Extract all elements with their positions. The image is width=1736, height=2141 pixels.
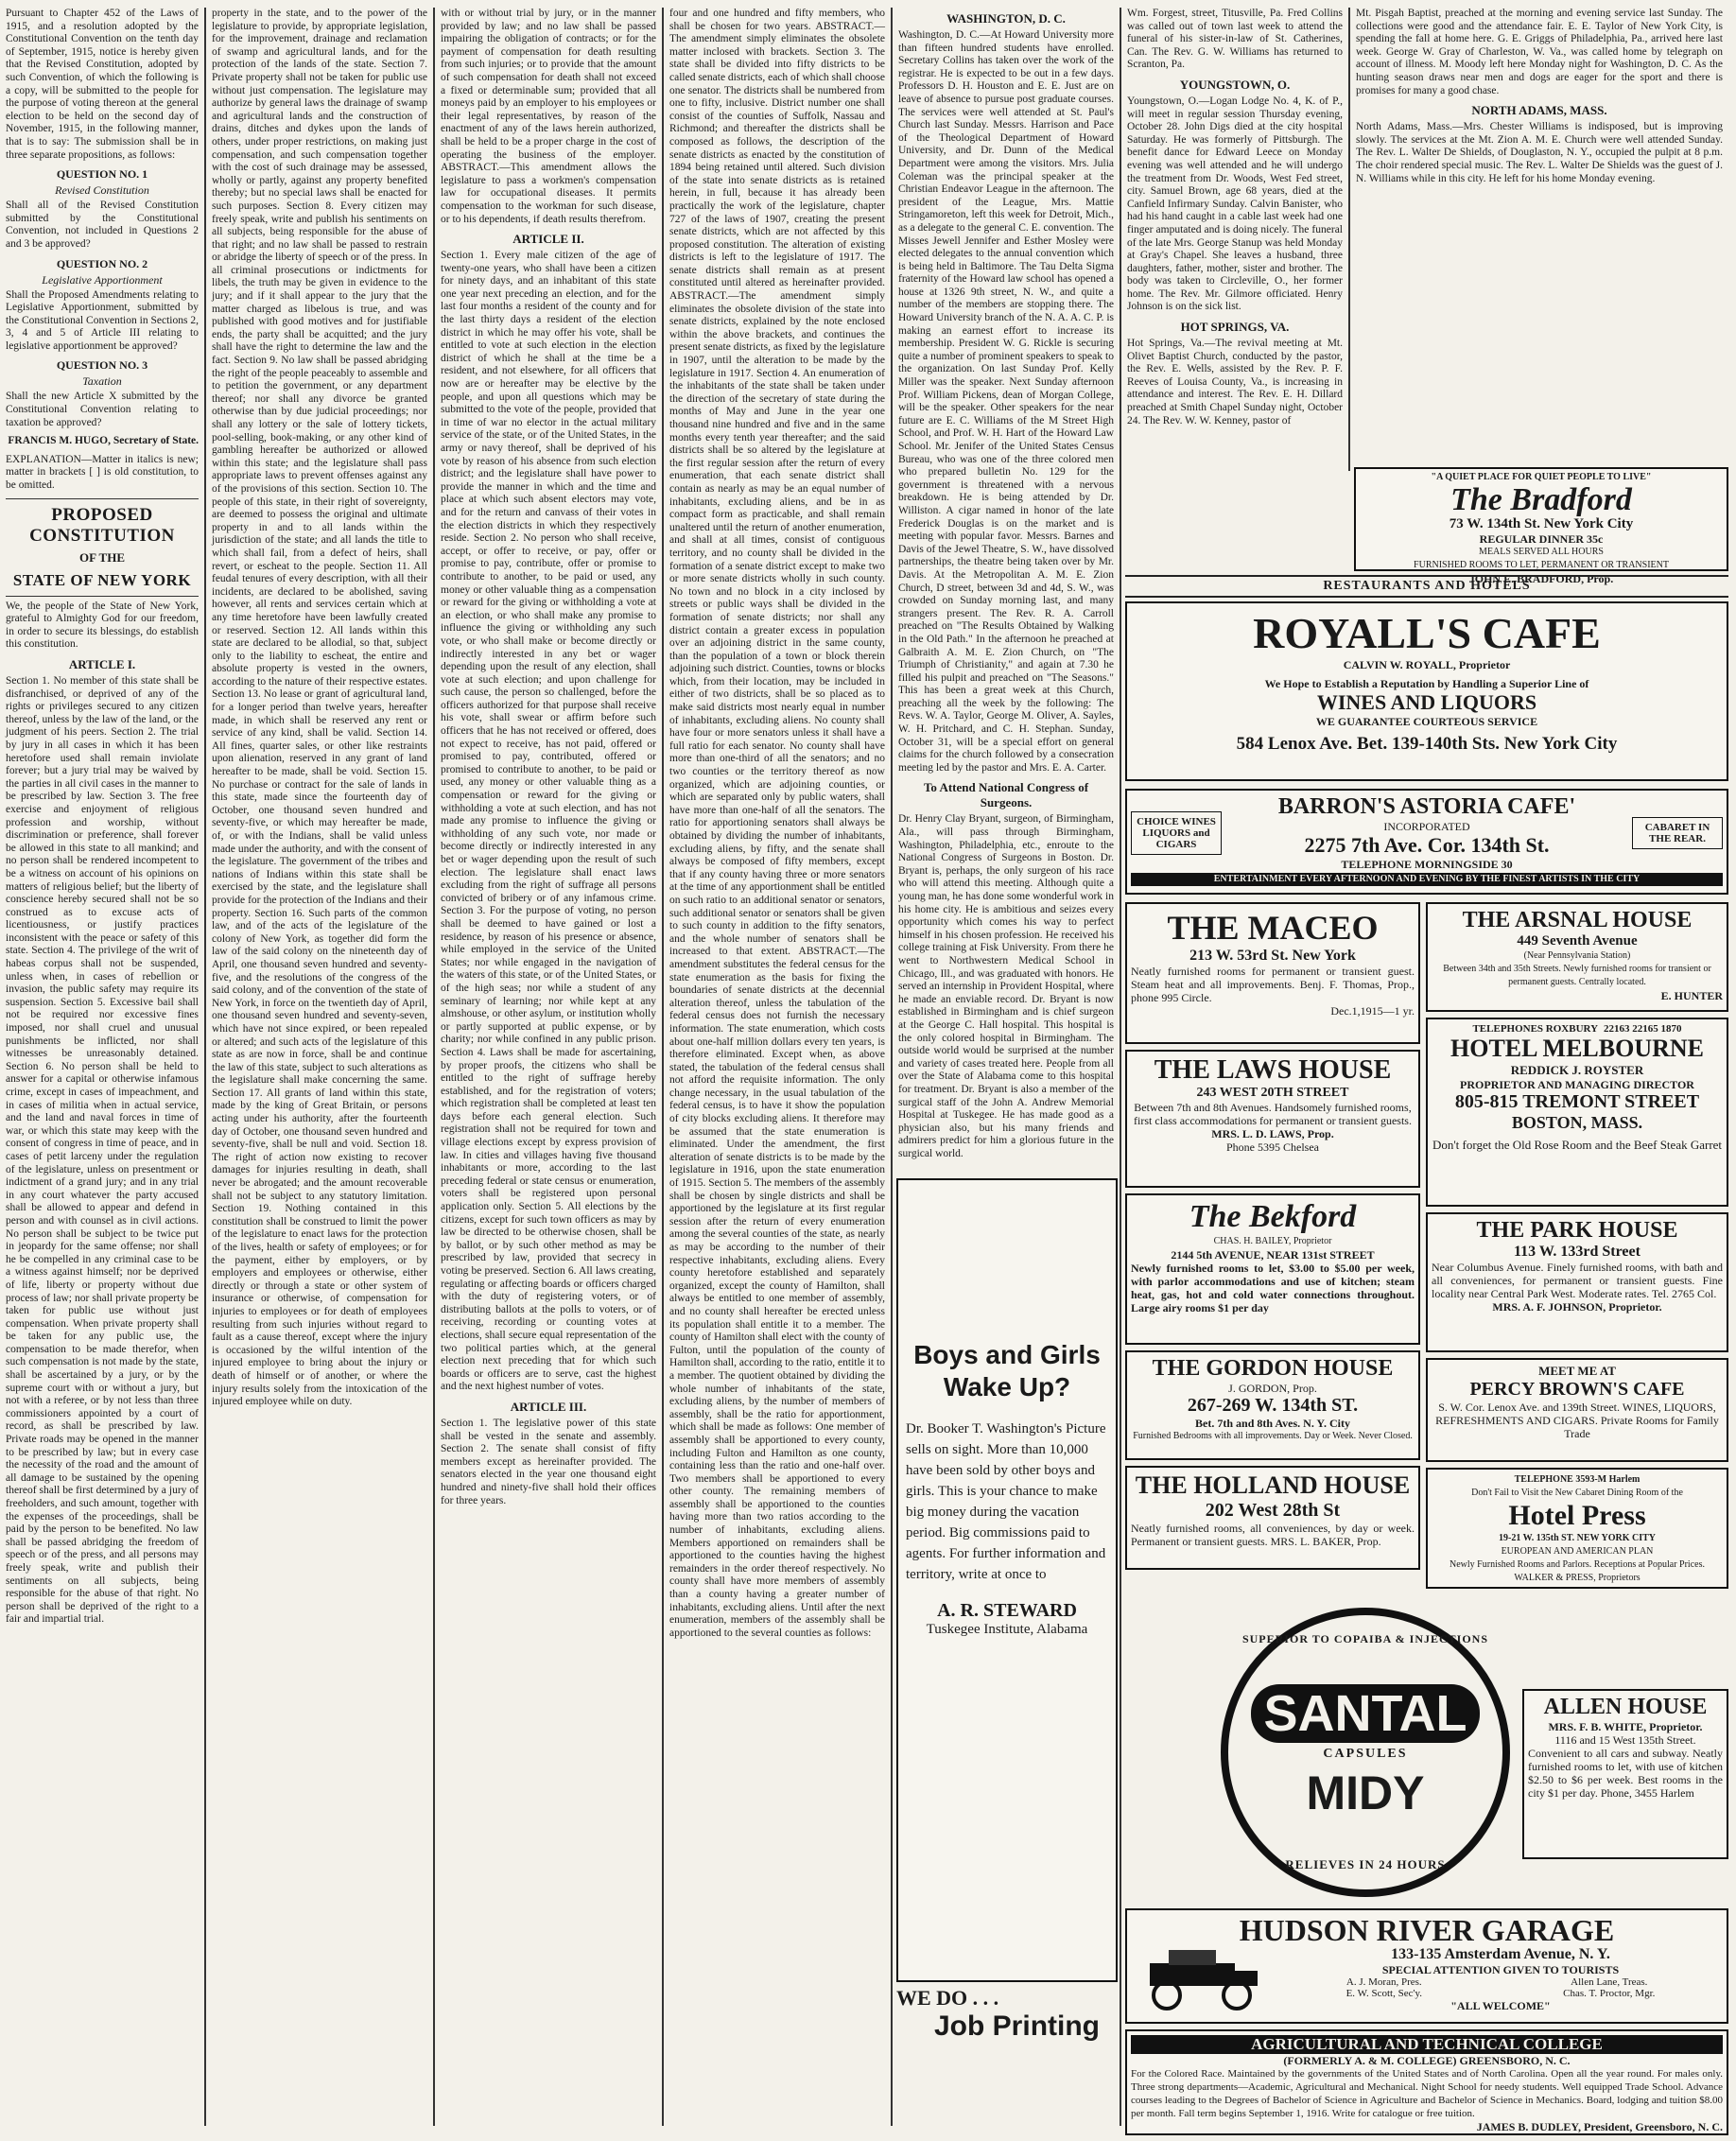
royalls-cafe-ad bbox=[1125, 601, 1728, 781]
boys-girls-ad bbox=[896, 1178, 1118, 1982]
garage-treasurer: Allen Lane, Treas. bbox=[1571, 1976, 1648, 1988]
allen-house-address: 1116 and 15 West 135th Street. bbox=[1554, 1733, 1696, 1747]
question-3-text: Shall the new Article X submitted by the Constitutional Convention relating to taxation be approved? bbox=[6, 391, 199, 428]
park-house-ad bbox=[1426, 1212, 1728, 1352]
garage-welcome: "ALL WELCOME" bbox=[1450, 1999, 1551, 2012]
bradford-address: 73 W. 134th St. New York City bbox=[1449, 516, 1634, 531]
gordon-house-name: THE GORDON HOUSE bbox=[1152, 1356, 1394, 1381]
percy-browns-ad bbox=[1426, 1358, 1728, 1462]
allen-house-proprietor: MRS. F. B. WHITE, Proprietor. bbox=[1548, 1720, 1703, 1733]
we-do: WE DO . . . bbox=[896, 1986, 999, 2010]
question-3-subtitle: Taxation bbox=[82, 374, 122, 389]
press-plan: EUROPEAN AND AMERICAN PLAN bbox=[1501, 1546, 1654, 1557]
arsnal-house-address: 449 Seventh Avenue bbox=[1517, 933, 1638, 949]
question-1-title: QUESTION NO. 1 bbox=[56, 167, 148, 182]
ads-right-column bbox=[1426, 896, 1728, 1594]
north-adams-heading: NORTH ADAMS, MASS. bbox=[1471, 103, 1607, 118]
bradford-tagline: "A QUIET PLACE FOR QUIET PEOPLE TO LIVE" bbox=[1431, 472, 1652, 482]
boys-girls-address: Tuskegee Institute, Alabama bbox=[926, 1622, 1088, 1637]
laws-house-ad bbox=[1125, 1050, 1420, 1188]
barrons-cafe-ad bbox=[1125, 789, 1728, 895]
melbourne-tel-numbers: 22163 22165 1870 bbox=[1604, 1023, 1682, 1035]
column-7-news bbox=[1350, 8, 1728, 480]
hot-springs-continued: Mt. Pisgah Baptist, preached at the morning and evening service last Sunday. The collections were good and the attendance fair. E. E. Taylor of New York City, is spending the fall at home here. G. E. Griggs of Philadelphia, Pa., arrived here last week. George W. Gray of Charleston, W. Va., was called home by telegraph on account of illness. M. Moody left here Monday night for Washington, D. C. As the hunting season draws near men and dogs are eager for the sport and there is promises for many a good chase. bbox=[1356, 8, 1723, 96]
garage-secretary: E. W. Scott, Sec'y. bbox=[1345, 1988, 1422, 1999]
melbourne-proprietor: REDDICK J. ROYSTER bbox=[1510, 1063, 1644, 1077]
question-3-title: QUESTION NO. 3 bbox=[56, 358, 148, 373]
park-house-text: Near Columbus Avenue. Finely furnished rooms, with bath and all conveniences, for permanent or transient guests. Fine locality near Central Park West. Moderate rates. Tel. 2765 Col. bbox=[1432, 1261, 1723, 1300]
garage-president: A. J. Moran, Pres. bbox=[1345, 1976, 1422, 1988]
preamble: We, the people of the State of New York, grateful to Almighty God for our freedom, in order to secure its blessings, do establish this constitution. bbox=[6, 600, 199, 651]
barrons-footer: ENTERTAINMENT EVERY AFTERNOON AND EVENING BY THE FINEST ARTISTS IN THE CITY bbox=[1131, 873, 1723, 886]
santal-capsules: CAPSULES bbox=[1323, 1747, 1408, 1761]
royalls-cafe-name: ROYALL'S CAFE bbox=[1253, 609, 1601, 657]
barrons-address: 2275 7th Ave. Cor. 134th St. bbox=[1304, 833, 1550, 857]
column-6-news bbox=[1121, 8, 1348, 480]
column-3 bbox=[435, 8, 662, 2126]
bradford-meals: MEALS SERVED ALL HOURS bbox=[1479, 547, 1604, 557]
barrons-name: BARRON'S ASTORIA CAFE' bbox=[1277, 794, 1576, 819]
allen-house-name: ALLEN HOUSE bbox=[1543, 1695, 1708, 1719]
hot-springs-heading: HOT SPRINGS, VA. bbox=[1180, 320, 1290, 335]
question-1-subtitle: Revised Constitution bbox=[55, 183, 149, 198]
holland-house-address: 202 West 28th St bbox=[1205, 1500, 1341, 1521]
garage-address: 133-135 Amsterdam Avenue, N. Y. bbox=[1391, 1946, 1610, 1962]
boys-girls-contact: A. R. STEWARD bbox=[937, 1600, 1077, 1621]
article-3-continued: four and one hundred and fifty members, who shall be chosen for two years. ABSTRACT.—The amendment simply eliminates the obsolete matter inclosed with brackets. Section 3. The state shall be divided into fifty districts to be called senate districts, each of which shall choose one senator. The districts shall be numbered from one to fifty, inclusive. District number one shall consist of the counties of Suffolk, Nassau and Richmond; and thereafter the districts shall be composed as follows, the description of the senate districts as enacted by the constitution of 1894 being retained until altered. Such division of the state into senate districts as is retained herein, in full, because it has already been practically the work of the legislature, chapter 727 of the laws of 1907, creating the present senate districts, which are not affected by this proposed constitution. The alteration of existing districts is left to the legislature of 1917. The senate districts shall remain as at present constituted until altered as hereinafter provided. ABSTRACT.—The amendment simply eliminates the obsolete division of the state into senate districts, explained by the note enclosed within the above brackets, and continues the present senate districts, as fixed by the legislature in 1907, until the alteration to be made by the legislature in 1917. Section 4. An enumeration of the inhabitants of the state shall be taken under the direction of the secretary of state during the months of May and June in the year one thousand nine hundred and five and in the same months every tenth year thereafter; and the said districts shall be so altered by the legislature at the first regular session after the return of every enumeration, that each senate district shall contain as nearly as may be an equal number of inhabitants, excluding aliens, and be in as compact form as practicable, and shall remain unaltered until the return of another enumeration, and shall at all times, consist of contiguous territory, and no county shall be divided in the formation of a senate district except to make two or more senate districts wholly in such county. No town and no block in a city inclosed by streets or public ways shall be divided in the formation of senate districts; nor shall any district contain a greater excess in population over an adjoining district in the same county, than the population of a town or block therein adjoining such district. Counties, towns or blocks which, from their location, may be included in either of two districts, shall be so placed as to make said districts most nearly equal in number of inhabitants, excluding aliens. No county shall have four or more senators unless it shall have a full ratio for each senator. No county shall have more than one-third of all the senators; and no two counties or the territory thereof as now organized, which are adjoining counties, or which are separated only by public waters, shall have more than one-half of all the senators. The ratio for apportioning senators shall always be obtained by dividing the number of inhabitants, excluding aliens, by fifty, and the senate shall always be composed of fifty members, except that if any county having three or more senators at the time of any apportionment shall be entitled on such ratio to an additional senator or senators, such additional senator or senators shall be given to such county in addition to the fifty senators, and the whole number of senators shall be increased to that extent. ABSTRACT.—The amendment substitutes the federal census for the state enumeration as the basis for fixing the boundaries of senate districts at the decennial alteration thereof, unless the tabulation of the federal census does not furnish the necessary information. The state enumeration, which costs about one-half million dollars every ten years, is therefore eliminated. Except when, as above stated, the tabulation of the federal census shall not afford the requisite information. The only change necessary, in the usual tabulation of the federal census, is to have it show the population of city blocks excluding aliens. It therefore may be assumed that the state enumeration is eliminated. Under the amendment, the first alteration of senate districts is to be made by the legislature in 1916, upon the state enumeration of 1915. Section 5. The members of the assembly shall be chosen by single districts and shall be apportioned by the legislature at its first regular session after the return of every enumeration among the several counties of the state, as nearly as may be according to the number of their respective inhabitants, excluding aliens. Every county heretofore established and separately organized, except the county of Hamilton, shall always be entitled to one member of assembly, and no county shall hereafter be erected unless its population shall entitle it to a member. The county of Hamilton shall elect with the county of Fulton, until the population of the county of Hamilton shall, according to the ratio, entitle it to a member. The quotient obtained by dividing the whole number of inhabitants of the state, excluding aliens, by the number of members of assembly, shall be the ratio for apportionment, which shall be made as follows: One member of assembly shall be apportioned to every county, including Fulton and Hamilton as one county, containing less than the ratio and one-half over. Two members shall be apportioned to every other county. The remaining members of assembly shall be apportioned to the counties having more than two ratios according to the number of inhabitants, excluding aliens. Members apportioned on remainders shall be apportioned to the counties having the highest remainders in the order thereof respectively. No county shall have more members of assembly than a county having a greater number of inhabitants, excluding aliens. Until after the next enumeration, members of the assembly shall be apportioned to the several counties as follows: bbox=[669, 8, 886, 1639]
article-2-body: Section 1. Every male citizen of the age of twenty-one years, who shall have been a citizen for ninety days, and an inhabitant of this state one year next preceding an election, and for the last four months a resident of the county and for the last thirty days a resident of the election district in which he may offer his vote, shall be entitled to vote at such election in the election district of which he shall at the time be a resident, and not elsewhere, for all officers that now are or hereafter may be elective by the people, and upon all questions which may be submitted to the vote of the people, provided that in time of war no elector in the actual military service of the state, or of the United States, in the army or navy thereof, shall be deprived of his vote by reason of his absence from such election district; and the legislature shall have power to provide the manner in which and the time and place at which such absent electors may vote, and for the return and canvass of their votes in the election districts in which they respectively reside. Section 2. No person who shall receive, accept, or offer to receive, or pay, offer or promise to pay, contribute, offer or promise to contribute to another, to be paid or used, any money or other valuable thing as a compensation or reward for the giving or withholding a vote at an election, or who shall make any promise to influence the giving or withholding any such vote, or who shall make or become directly or indirectly interested in any bet or wager depending upon the result of any election, shall vote at such election; and upon challenge for such cause, the person so challenged, before the officers authorized for that purpose shall receive his vote, shall swear or affirm before such officers that he has not received or offered, does not expect to receive, has not paid, offered or promised to pay, contributed, offered or promised to contribute to another, to be paid or used, any money or other valuable thing as a compensation or reward for the giving or withholding a vote at such election, and has not made any promise to influence the giving or withholding of any such vote, nor made or become directly or indirectly interested in any bet or wager depending upon the result of such election. The legislature shall enact laws excluding from the right of suffrage all persons convicted of bribery or of any infamous crime. Section 3. For the purpose of voting, no person shall be deemed to have gained or lost a residence, by reason of his presence or absence, while employed in the service of the United States; nor while engaged in the navigation of the waters of this state, or of the United States, or of the high seas; nor while a student of any seminary of learning; nor while kept at any almshouse, or other asylum, or institution wholly or partly supported at public expense, or by charity; nor while confined in any public prison. Section 4. Laws shall be made for ascertaining, by proper proofs, the citizens who shall be entitled to the right of suffrage hereby established, and for the registration of voters; which registration shall be completed at least ten days before each general election. Such registration shall not be required for town and village elections except by express provision of law. In cities and villages having five thousand inhabitants or more, according to the last preceding federal or state census or enumeration, voters shall be registered upon personal application only. Section 5. All elections by the citizens, except for such town officers as may by law be directed to be otherwise chosen, shall be by ballot, or by such other method as may be prescribed by law, provided that secrecy in voting be preserved. Section 6. All laws creating, regulating or affecting boards or officers charged with the duty of registering voters, or of distributing ballots at the polls to voters, or of receiving, recording or counting votes at elections, shall secure equal representation of the two political parties which, at the general election next preceding that for which such boards or officers are to serve, cast the highest and the next highest number of votes. bbox=[441, 250, 656, 1393]
article-3-body: Section 1. The legislative power of this state shall be vested in the senate and assembly. Section 2. The senate shall consist of fifty members except as hereinafter provided. The senators elected in the year one thousand eight hundred and ninety-five shall hold their offices for three years. bbox=[441, 1417, 656, 1506]
column-5 bbox=[893, 8, 1120, 1166]
article-1-body: Section 1. No member of this state shall be disfranchised, or deprived of any of the rights or privileges secured to any citizen thereof, unless by the law of the land, or the judgment of his peers. Section 2. The trial by jury in all cases in which it has been heretofore used shall remain inviolate forever; but a jury trial may be waived by the parties in all civil cases in the manner to be prescribed by law. Section 3. The free exercise and enjoyment of religious profession and worship, without discrimination or preference, shall forever be allowed in this state to all mankind; and no person shall be rendered incompetent to be a witness on account of his opinions on matters of religious belief; but the liberty of conscience hereby secured shall not be so construed as to excuse acts of licentiousness, or justify practices inconsistent with the peace or safety of this state. Section 4. The privilege of the writ of habeas corpus shall not be suspended, unless when, in cases of rebellion or invasion, the public safety may require its suspension. Section 5. Excessive bail shall not be required nor excessive fines imposed, nor shall cruel and unusual punishments be inflicted, nor shall witnesses be unreasonably detained. Section 6. No person shall be held to answer for a capital or otherwise infamous crime, except in cases of impeachment, and in cases of militia when in actual service, and the land and naval forces in time of war, or which this state may keep with the consent of congress in time of peace, and in cases of petit larceny under the regulation of the legislature, unless on presentment or indictment of a grand jury; and in any trial in any court whatever the party accused shall be allowed to appear and defend in person and with counsel as in civil actions. No person shall be subject to be twice put in jeopardy for the same offense; nor shall he be compelled in any criminal case to be a witness against himself; nor be deprived of life, liberty or property without due process of law; nor shall private property be taken for public use without just compensation. When private property shall be taken for any public use, the compensation to be made therefor, when such compensation is not made by the state, shall be ascertained by a jury, or by the supreme court with or without a jury, but not with a referee, or by not less than three commissioners appointed by a court of record, as shall be prescribed by law. Private roads may be opened in the manner to be prescribed by law; but in every case the necessity of the road and the amount of all damage to be sustained by the opening thereof shall be first determined by a jury of freeholders, and such amount, together with the expenses of the proceedings, shall be paid by the person to be benefited. No law shall be passed abridging the freedom of speech or of the press, and all persons may freely speak, write and publish their sentiments on all subjects, being responsible for the abuse of that right. No person shall be deprived of the right to a fair and impartial trial. bbox=[6, 675, 199, 1626]
royalls-proprietor: CALVIN W. ROYALL, Proprietor bbox=[1343, 658, 1511, 671]
column-1 bbox=[0, 8, 204, 2126]
washington-news: Washington, D. C.—At Howard University more than fifteen hundred students have enrolled. Secretary Collins has taken over the work of the registrar. He is expected to be out in a few days. Professors D. H. Houston and E. E. Just are on leave of absence to pursue post graduate courses. The services were well attended at St. Paul's Church last Sunday. Messrs. Harrison and Pace of the Theological Department of Howard University, and Dr. Dunn of the Medical Department were among the visitors. Mrs. Julia Coleman was the principal speaker at the Christian Endeavor League in the afternoon. The president of the League, Mrs. Mattie Stringamoreton, left this week for Detroit, Mich., as a delegate to the general C. E. convention. The Misses Jewell Jennifer and Esther Mosley were elected delegates to the annual convention which is being held in Baltimore. The Tau Delta Sigma fraternity of the Howard law school has opened a house at 1326 9th street, N. W., and quite a number of the members are stopping there. The Howard University branch of the N. A. A. C. P. is making an earnest effort to increase its membership. President W. G. Rickle is securing quite a number of prominent speakers to speak to the organization. On last Sunday Prof. Kelly Miller was the speaker. Next Sunday afternoon Prof. William Pickens, dean of Morgan College, will be the speaker. Other speakers for the near future are E. C. Williams of the M Street High School, and Prof. W. H. Hart of the Howard Law School. Mr. Jenifer of the United States Census Bureau, who was one of the three colored men who prepared bulletin No. 129 for the government is threatened with a nervous breakdown. He is being attended by Dr. Williston. A cigar named in honor of the late Frederick Douglas is on the market and is meeting with popular favor. Messrs. Barnes and Davis of the Jewel Theatre, S. W., have dissolved partnerships, the theatre being taken over by Mr. Davis. At the Metropolitan A. M. E. Zion Church, D street, between 3d and 4d, S. W., was crowded on Sunday morning last, and many strangers present. The Rev. R. A. Carroll preached on "The Results Obtained by Walking in the Old Path." In the afternoon he preached at Galbraith A. M. E. Zion Church, on "The Triumph of Christianity," and again at 7.30 he filled his pulpit and preached on "The Seasons." This has been a great week at this Church, preaching all the week by the following: The Revs. W. A. Taylor, George M. Oliver, A. Sayles, W. H. Pritchard, and C. H. Stephan. Sunday, October 31, will be a special effort on general claims for the church followed by a consecration meeting led by the pastor and Mrs. E. A. Carter. bbox=[898, 29, 1114, 774]
hotel-melbourne-ad bbox=[1426, 1018, 1728, 1207]
maceo-date: Dec.1,1915—1 yr. bbox=[1330, 1004, 1415, 1018]
gordon-house-sub: Bet. 7th and 8th Aves. N. Y. City bbox=[1195, 1417, 1350, 1430]
melbourne-role: PROPRIETOR AND MANAGING DIRECTOR bbox=[1460, 1078, 1694, 1091]
percy-text: S. W. Cor. Lenox Ave. and 139th Street. WINES, LIQUORS, REFRESHMENTS AND CIGARS. Private Rooms for Family Trade bbox=[1435, 1401, 1719, 1440]
garage-tagline: SPECIAL ATTENTION GIVEN TO TOURISTS bbox=[1381, 1963, 1620, 1976]
job-printing-ad bbox=[896, 1986, 1118, 2118]
laws-house-name: THE LAWS HOUSE bbox=[1154, 1055, 1392, 1085]
percy-meet: MEET ME AT bbox=[1538, 1364, 1616, 1378]
press-address: 19-21 W. 135th ST. NEW YORK CITY bbox=[1499, 1533, 1656, 1543]
arsnal-house-ad bbox=[1426, 902, 1728, 1012]
question-2-text: Shall the Proposed Amendments relating to Legislative Apportionment, submitted by the Constitutional Convention in Sections 2, 3, 4 and 5 of Article III relating to legislative apportionment be approved? bbox=[6, 288, 199, 352]
laws-house-phone: Phone 5395 Chelsea bbox=[1226, 1140, 1319, 1154]
bradford-proprietor: JOHN E. BRADFORD, Prop. bbox=[1468, 572, 1614, 585]
holland-house-ad bbox=[1125, 1466, 1420, 1570]
arsnal-house-name: THE ARSNAL HOUSE bbox=[1462, 908, 1693, 932]
surgeons-heading: To Attend National Congress of Surgeons. bbox=[923, 780, 1089, 810]
job-printing: Job Printing bbox=[934, 2010, 1100, 2042]
royalls-line1: We Hope to Establish a Reputation by Handling a Superior Line of bbox=[1264, 677, 1589, 690]
column-rule bbox=[1348, 8, 1350, 471]
park-house-proprietor: MRS. A. F. JOHNSON, Proprietor. bbox=[1492, 1300, 1662, 1314]
restaurants-hotels-header: RESTAURANTS AND HOTELS bbox=[1125, 575, 1728, 598]
constitution-of: OF THE bbox=[78, 549, 126, 565]
explanation: EXPLANATION—Matter in italics is new; matter in brackets [ ] is old constitution, to be omitted. bbox=[6, 453, 199, 492]
barrons-cabaret-box: CABARET IN THE REAR. bbox=[1632, 817, 1723, 849]
park-house-address: 113 W. 133rd Street bbox=[1514, 1244, 1641, 1260]
article-1-end: with or without trial by jury, or in the manner provided by law; and no law shall be passed impairing the obligation of contracts; or for the payment of compensation for death resulting from such injuries; or to provide that the amount of such compensation for death shall not exceed a fixed or determinable sum; provided that all moneys paid by an employer to his employees or their legal representatives, by reason of the enactment of any of the laws herein authorized, shall be held to be a proper charge in the cost of operating the business of the employer. ABSTRACT.—This amendment allows the legislature to pass a workmen's compensation law for occupational diseases. It permits compensation to the workman for such disease, or to his dependents, if death results therefrom. bbox=[441, 8, 656, 225]
question-1-text: Shall all of the Revised Constitution submitted by the Constitutional Convention, not included in Questions 2 and 3 be approved? bbox=[6, 200, 199, 250]
bradford-dinner: REGULAR DINNER 35c bbox=[1479, 532, 1604, 546]
laws-house-proprietor: MRS. L. D. LAWS, Prop. bbox=[1211, 1127, 1334, 1140]
titusville-news: Wm. Forgest, street, Titusville, Pa. Fred Collins was called out of town last week to attend the funeral of his sister-in-law of St. Catherines, Can. The Rev. G. W. Williams has returned to Scranton, Pa. bbox=[1127, 8, 1343, 71]
maceo-text: Neatly furnished rooms for permanent or transient guest. Steam heat and all improvements. Benj. F. Thomas, Prop., phone 995 Circle. bbox=[1131, 965, 1415, 1004]
signer: FRANCIS M. HUGO, Secretary of State. bbox=[8, 435, 199, 447]
bekford-text: Newly furnished rooms to let, $3.00 to $5.00 per week, with parlor accommodations and use of kitchen; steam heat, gas, hot and cold water connections throughout. Large airy rooms $1 per day bbox=[1131, 1262, 1415, 1314]
percy-name: PERCY BROWN'S CAFE bbox=[1469, 1379, 1685, 1400]
boys-girls-text: Dr. Booker T. Washington's Picture sells on sight. More than 10,000 have been sold by other boys and girls. This is your chance to make big money during the vacation period. Big commissions paid to agents. For further information and territory, write at once to bbox=[906, 1421, 1106, 1582]
car-icon bbox=[1131, 1946, 1273, 2012]
youngstown-news: Youngstown, O.—Logan Lodge No. 4, K. of P., will meet in regular session Thursday evening, October 28. John Digs died at the city hospital Saturday. He was formerly of Pittsburgh. The benefit dance for Edward Leece on Monday evening was well attended and he will undergo the treatment from Dr. Woods, West Fed street, city. Samuel Brown, age 68 years, died at the Canfield Infirmary Sunday. Calvin Banister, who had his hand caught in a cable last week had one finger amputated and is doing nicely. The funeral of the late Mrs. George Stanup was held Monday at Gray's Chapel. She leaves a husband, three daughters, father, mother, sister and brother. The body was taken to Circleville, O., her former home. The Rev. Mr. Gilmore officiated. Henry Johnson is on the sick list. bbox=[1127, 95, 1343, 313]
gordon-house-proprietor: J. GORDON, Prop. bbox=[1228, 1382, 1317, 1395]
hot-springs-news: Hot Springs, Va.—The revival meeting at Mt. Olivet Baptist Church, conducted by the pastor, the Rev. E. Wells, assisted by the Rev. P. F. Reeves of Louisa County, Va., is increasing in attendance and interest. The Rev. E. H. Dillard preached at Smith Chapel Sunday night, October 24. The Rev. W. W. Kenney, pastor of bbox=[1127, 338, 1343, 426]
press-telephone: TELEPHONE 3593-M Harlem bbox=[1514, 1474, 1641, 1485]
arsnal-house-proprietor: E. HUNTER bbox=[1660, 989, 1723, 1002]
press-tagline: Don't Fail to Visit the New Cabaret Dining Room of the bbox=[1471, 1488, 1683, 1498]
melbourne-city: BOSTON, MASS. bbox=[1511, 1113, 1643, 1132]
barrons-telephone: TELEPHONE MORNINGSIDE 30 bbox=[1341, 858, 1513, 871]
college-text: For the Colored Race. Maintained by the governments of the United States and of North Carolina. Open all the year round. For males only. Three strong departments—Academic, Agricultural and Mechanical. Night School for needy students. Well equipped Trade School. Advance courses leading to the Degrees of Bachelor of Science in Agriculture and Bachelor of Science in Mechanics. Board, lodging and tuition $8.00 per month. Fall term begins September 1, 1916. Write for catalogue or free tuition. bbox=[1131, 2068, 1723, 2119]
bradford-ad bbox=[1354, 467, 1728, 585]
allen-house-ad bbox=[1522, 1689, 1728, 1859]
melbourne-name: HOTEL MELBOURNE bbox=[1450, 1035, 1704, 1062]
laws-house-address: 243 WEST 20TH STREET bbox=[1196, 1086, 1349, 1100]
bradford-rooms: FURNISHED ROOMS TO LET, PERMANENT OR TRANSIENT bbox=[1414, 560, 1669, 570]
question-2-title: QUESTION NO. 2 bbox=[56, 256, 148, 270]
ads-left-column bbox=[1125, 896, 1420, 1575]
bekford-address: 2144 5th AVENUE, NEAR 131st STREET bbox=[1171, 1248, 1375, 1262]
park-house-name: THE PARK HOUSE bbox=[1476, 1218, 1678, 1243]
maceo-ad bbox=[1125, 902, 1420, 1044]
bekford-name: The Bekford bbox=[1189, 1199, 1357, 1234]
boys-girls-title: Boys and Girls Wake Up? bbox=[913, 1340, 1101, 1401]
arsnal-house-text: Between 34th and 35th Streets. Newly furnished rooms for transient or permanent guests. Centrally located. bbox=[1443, 964, 1711, 987]
barrons-incorporated: INCORPORATED bbox=[1383, 820, 1470, 833]
santal-midy-ad bbox=[1214, 1608, 1517, 1891]
bradford-name: The Bradford bbox=[1450, 482, 1632, 517]
column-4 bbox=[664, 8, 891, 2126]
north-adams-news: North Adams, Mass.—Mrs. Chester Williams is indisposed, but is improving slowly. The services at the Mt. Zion A. M. E. Church were well attended Sunday. The Rev. L. Walter De Shields, of Douglaston, N. Y., occupied the pulpit at 8 p.m. The choir rendered special music. The Rev. L. Walter De Shields was the guest of J. N. Williams while in this city. He left for his home Monday evening. bbox=[1356, 121, 1723, 184]
college-ad bbox=[1125, 2029, 1728, 2135]
college-subtitle: (FORMERLY A. & M. COLLEGE) GREENSBORO, N. C. bbox=[1283, 2054, 1571, 2067]
maceo-name: THE MACEO bbox=[1167, 909, 1379, 947]
melbourne-tel-label: TELEPHONES ROXBURY bbox=[1472, 1023, 1599, 1035]
holland-house-name: THE HOLLAND HOUSE bbox=[1135, 1471, 1411, 1499]
gordon-house-address: 267-269 W. 134th ST. bbox=[1187, 1395, 1359, 1416]
notice-intro: Pursuant to Chapter 452 of the Laws of 1915, and a resolution adopted by the Constitutional Convention on the tenth day of September, 1915, notice is hereby given that the Revised Constitution, adopted by such Convention, of which the following is a copy, will be submitted to the people for the purpose of voting thereon at the general election to be held on the second day of November, 1915, in the following manner, that is to say: The submission shall be in three separate propositions, as follows: bbox=[6, 8, 199, 161]
garage-manager: Chas. T. Proctor, Mgr. bbox=[1563, 1988, 1656, 1999]
article-1-continued: property in the state, and to the power of the legislature to provide, by appropriate legislation, for the improvement, drainage and reclamation of swamp and agricultural lands, and for the protection of the lands of the state. Section 7. Private property shall not be taken for public use without just compensation. The legislature may authorize by general laws the drainage of swamp and agricultural lands and the construction of drains, ditches and dykes upon the lands of others, under proper restrictions, on making just compensation, and such compensation together with the cost of such drainage may be assessed, wholly or partly, against any property benefited thereby; but no special laws shall be enacted for such purposes. Section 8. Every citizen may freely speak, write and publish his sentiments on all subjects, being responsible for the abuse of that right; and no law shall be passed to restrain or abridge the liberty of speech or of the press. In all criminal prosecutions or indictments for libels, the truth may be given in evidence to the jury; and if it shall appear to the jury that the matter charged as libelous is true, and was published with good motives and for justifiable ends, the party shall be acquitted; and the jury shall have the right to determine the law and the fact. Section 9. No law shall be passed abridging the right of the people peaceably to assemble and to petition the government, or any department thereof; nor shall any divorce be granted otherwise than by due judicial proceedings; nor shall any lottery or the sale of lottery tickets, pool-selling, book-making, or any other kind of gambling hereafter be authorized or allowed within this state; and the legislature shall pass appropriate laws to prevent offenses against any of the provisions of this section. Section 10. The people of this state, in their right of sovereignty, are deemed to possess the original and ultimate property in and to all lands within the jurisdiction of the state; and all lands the title to which shall fail, from a defect of heirs, shall revert, or escheat to the people. Section 11. All feudal tenures of every description, with all their incidents, are declared to be abolished, saving however, all rents and services certain which at any time heretofore have been lawfully created or reserved. Section 12. All lands within this state are declared to be allodial, so that, subject only to the liability to escheat, the entire and absolute property is vested in the owners, according to the nature of their respective estates. Section 13. No lease or grant of agricultural land, for a longer period than twelve years, hereafter made, in which shall be reserved any rent or service of any kind, shall be valid. Section 14. All fines, quarter sales, or other like restraints upon alienation, reserved in any grant of land hereafter to be made, shall be void. Section 15. No purchase or contract for the sale of lands in this state, made since the fourteenth day of October, one thousand seven hundred and seventy-five, or which may hereafter be made, of, or with the Indians, shall be valid unless made under the authority, and with the consent of the legislature. The government of the tribes and nations of Indians within this state shall be exercised by the state, and the legislature shall provide for the protection of the Indians and their property. Section 16. Such parts of the common law, and of the acts of the legislature of the colony of New York, as together did form the law of the said colony on the nineteenth day of April, one thousand seven hundred and seventy-five, and the resolutions of the congress of the said colony, and of the convention of the state of New York, in force on the twentieth day of April, one thousand seven hundred and seventy-seven, which have not since expired, or been repealed or altered; and such acts of the legislature of this state as are now in force, shall be and continue the law of this state, subject to such alterations as the legislature shall make concerning the same. Section 17. All grants of land within this state, made by the king of Great Britain, or persons acting under his authority, after the fourteenth day of October, one thousand seven hundred and seventy-five, shall be null and void. Section 18. The right of action now existing to recover damages for injuries resulting in death, shall never be abrogated; and the amount recoverable shall not be subject to any statutory limitation. Section 19. Nothing contained in this constitution shall be construed to limit the power of the legislature to enact laws for the protection of the lives, health or safety of employees; or for the payment, either by employers, or by employers and employees or otherwise, either directly or through a state or other system of insurance or otherwise, of compensation for injuries to employees or for death of employees resulting from such injuries without regard to fault as a cause thereof, except where the injury is occasioned by the wilful intention of the injured employee to bring about the injury or death of himself or of another, or where the injury results solely from the intoxication of the injured employee while on duty. bbox=[212, 8, 427, 1408]
melbourne-address: 805-815 TREMONT STREET bbox=[1454, 1091, 1700, 1112]
article-1-heading: ARTICLE I. bbox=[68, 657, 136, 671]
press-name: Hotel Press bbox=[1508, 1500, 1646, 1531]
constitution-state: STATE OF NEW YORK bbox=[6, 571, 199, 597]
maceo-address: 213 W. 53rd St. New York bbox=[1189, 948, 1356, 964]
question-2-subtitle: Legislative Apportionment bbox=[42, 272, 163, 287]
holland-house-text: Neatly furnished rooms, all conveniences, by day or week. Permanent or transient guests. MRS. L. BAKER, Prop. bbox=[1131, 1522, 1415, 1548]
barrons-left-box: CHOICE WINES LIQUORS and CIGARS bbox=[1131, 811, 1222, 855]
santal-midy: MIDY bbox=[1306, 1767, 1425, 1819]
melbourne-text: Don't forget the Old Rose Room and the Beef Steak Garret bbox=[1432, 1138, 1723, 1152]
hudson-garage-ad bbox=[1125, 1908, 1728, 2024]
garage-name: HUDSON RIVER GARAGE bbox=[1239, 1913, 1615, 1947]
bekford-ad bbox=[1125, 1193, 1420, 1345]
hotel-press-ad bbox=[1426, 1468, 1728, 1589]
press-text: Newly Furnished Rooms and Parlors. Receptions at Popular Prices. WALKER & PRESS, Proprietors bbox=[1450, 1559, 1705, 1583]
constitution-title: PROPOSED CONSTITUTION bbox=[6, 498, 199, 547]
laws-house-text: Between 7th and 8th Avenues. Handsomely furnished rooms, first class accommodations for permanent or transient guests. bbox=[1134, 1101, 1412, 1127]
allen-house-text: Convenient to all cars and subway. Neatly furnished rooms to let, with use of kitchen $2.50 to $6 per week. Best rooms in the city $1 per day. Phone, 3455 Harlem bbox=[1528, 1747, 1723, 1800]
santal-ring-bottom: RELIEVES IN 24 HOURS bbox=[1285, 1857, 1446, 1871]
royalls-address: 584 Lenox Ave. Bet. 139-140th Sts. New York City bbox=[1236, 734, 1618, 754]
royalls-service: WE GUARANTEE COURTEOUS SERVICE bbox=[1315, 715, 1538, 728]
santal-word: SANTAL bbox=[1251, 1684, 1481, 1743]
article-3-heading: ARTICLE III. bbox=[510, 1399, 587, 1414]
santal-ring-top: SUPERIOR TO COPAIBA & INJECTIONS bbox=[1241, 1632, 1489, 1645]
youngstown-heading: YOUNGSTOWN, O. bbox=[1179, 77, 1291, 92]
article-2-heading: ARTICLE II. bbox=[512, 232, 584, 247]
column-2 bbox=[206, 8, 433, 2126]
surgeons-news: Dr. Henry Clay Bryant, surgeon, of Birmingham, Ala., will pass through Birmingham, Washington, Philadelphia, etc., enroute to the National Congress of Surgeons in Boston. Dr. Bryant is, perhaps, the only surgeon of his race who will attend this meeting. Although quite a young man, he has done some wonderful work in his home city. He is ambitious and seizes every opportunity which comes his way to perfect himself in his chosen profession. He received his college training at Fisk University. From there he went to Northwestern Medical School in Chicago, Ill., and was graduated with honors. He served an internship in Provident Hospital, where he made an enviable record. Dr. Bryant is now established in Birmingham and is chief surgeon at the George C. Hall hospital. This hospital is the only colored hospital in Birmingham. The outside world would be surprised at the number and variety of cases treated here. People from all over the State of Alabama come to this hospital for treatment. Dr. Bryant is also a member of the surgical staff of the John A. Andrew Memorial Hospital at Tuskegee. He has made good as a physician also, but his many friends and admirers predict for him a glorious future in the surgical world. bbox=[898, 813, 1114, 1159]
royalls-wines: WINES AND LIQUORS bbox=[1316, 690, 1537, 714]
washington-dateline: WASHINGTON, D. C. bbox=[946, 11, 1066, 26]
gordon-house-ad bbox=[1125, 1350, 1420, 1460]
college-president: JAMES B. DUDLEY, President, Greensboro, N. C. bbox=[1476, 2120, 1723, 2133]
arsnal-house-sub: (Near Pennsylvania Station) bbox=[1523, 950, 1631, 961]
gordon-house-text: Furnished Bedrooms with all improvements. Day or Week. Never Closed. bbox=[1133, 1431, 1413, 1441]
college-name: AGRICULTURAL AND TECHNICAL COLLEGE bbox=[1131, 2035, 1723, 2054]
bekford-proprietor: CHAS. H. BAILEY, Proprietor bbox=[1213, 1236, 1332, 1246]
